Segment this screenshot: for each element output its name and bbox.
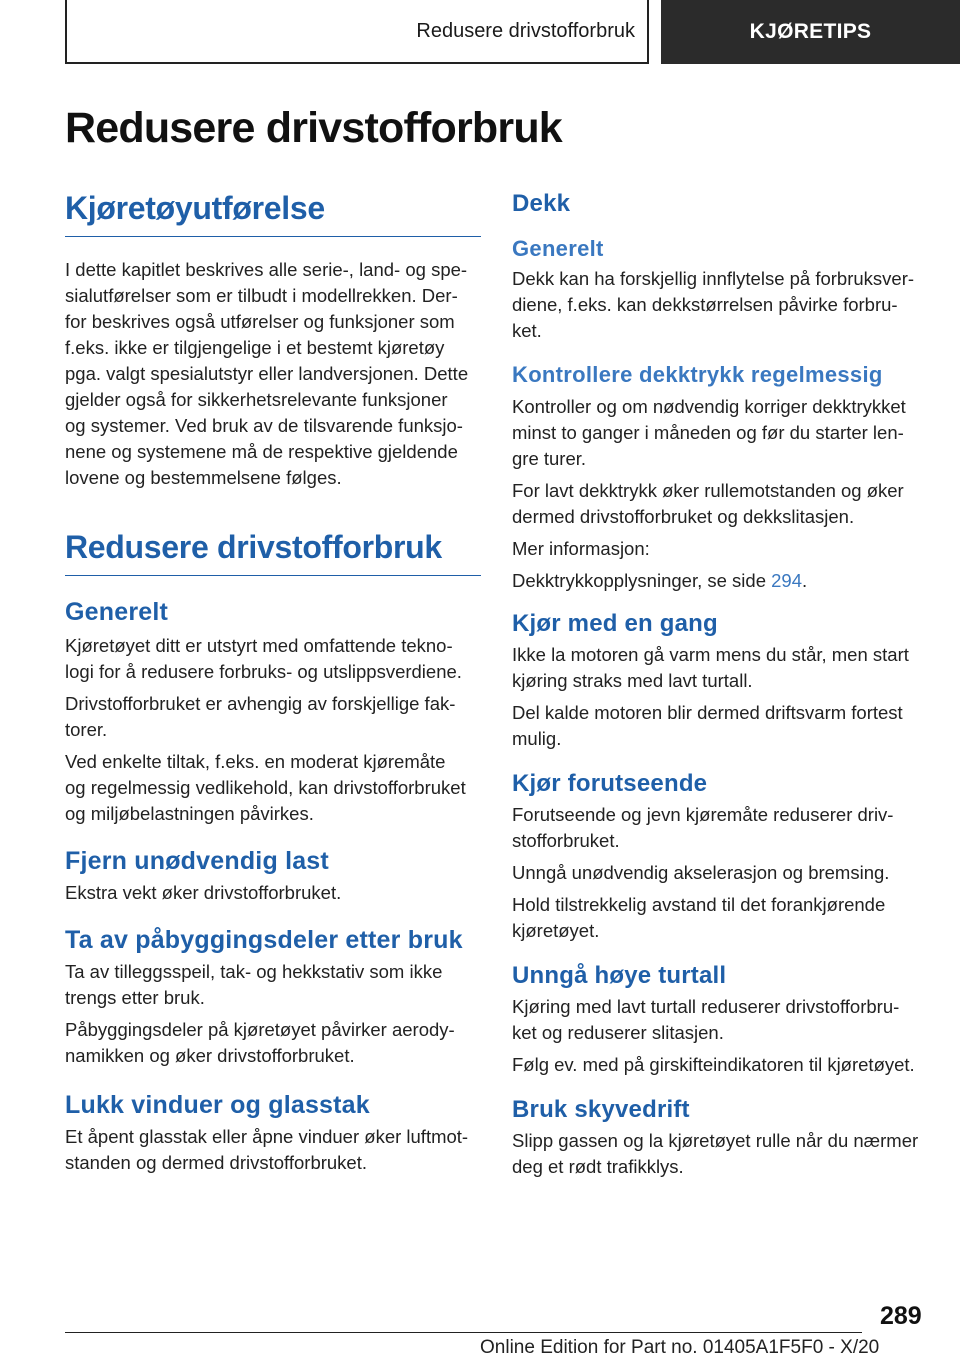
tyres-general-heading: Generelt (512, 236, 604, 261)
general-paragraph-1: Kjøretøyet ditt er utstyrt med omfattende tekno- logi for å redusere forbruks- og utslippsverdiene. (65, 635, 462, 682)
tyre-pressure-reference: Dekktrykkopplysninger, se side 294. (512, 570, 808, 591)
coasting-paragraph: Slipp gassen og la kjøretøyet rulle når du nærmer deg et rødt trafikklys. (512, 1130, 919, 1177)
remove-parts-paragraph-2: Påbyggingsdeler på kjøretøyet påvirker aerody- namikken og øker drivstofforbruket. (65, 1019, 455, 1066)
header-section-box (65, 0, 649, 64)
high-revs-paragraph-1: Kjøring med lavt turtall reduserer drivstofforbru- ket og reduserer slitasjen. (512, 996, 900, 1043)
chapter-tab-label: KJØRETIPS (749, 20, 872, 43)
anticipate-heading: Kjør forutseende (512, 770, 708, 797)
anticipate-paragraph-3: Hold tilstrekkelig avstand til det forankjørende kjøretøyet. (512, 894, 886, 941)
vehicle-paragraph: I dette kapitlet beskrives alle serie-, land- og spe- sialutførelser som er tilbudt i modellrekken. Der- for beskrives også utførelser og funksjoner som f.eks. ikke er tilgjengelige i et bestemt kjøretøy pga. valgt spesialutstyr eller landversjonen. Dette gjelder også for sikkerhetsrelevante funksjoner og systemer. Ved bruk av de tilsvarende funksjo- nene og systemene må de respektive gjeldende lovene og bestemmelsene følges. (65, 259, 469, 488)
header-section-label: Redusere drivstofforbruk (416, 19, 635, 42)
close-windows-paragraph: Et åpent glasstak eller åpne vinduer øker luftmot- standen og dermed drivstofforbruket. (65, 1126, 469, 1173)
tyres-heading: Dekk (512, 190, 571, 217)
footer-edition: Online Edition for Part no. 01405A1F5F0 - X/20 (480, 1337, 880, 1358)
high-revs-heading: Unngå høye turtall (512, 962, 727, 989)
remove-parts-heading: Ta av påbyggingsdeler etter bruk (65, 926, 463, 954)
close-windows-heading: Lukk vinduer og glasstak (65, 1091, 370, 1119)
tyre-pressure-paragraph-2: For lavt dekktrykk øker rullemotstanden og øker dermed drivstofforbruket og dekkslitasjen. (512, 480, 904, 527)
high-revs-paragraph-2: Følg ev. med på girskifteindikatoren til kjøretøyet. (512, 1054, 915, 1075)
left-column (65, 190, 481, 1176)
page-title: Redusere drivstofforbruk (65, 104, 562, 152)
remove-parts-paragraph-1: Ta av tilleggsspeil, tak- og hekkstativ som ikke trengs etter bruk. (65, 961, 443, 1008)
anticipate-paragraph-2: Unngå unødvendig akselerasjon og bremsing. (512, 862, 890, 883)
chapter-tab[interactable] (661, 0, 960, 64)
drive-off-paragraph-2: Del kalde motoren blir dermed driftsvarm fortest mulig. (512, 702, 903, 749)
coasting-heading: Bruk skyvedrift (512, 1096, 690, 1123)
general-heading: Generelt (65, 598, 169, 626)
general-paragraph-3: Ved enkelte tiltak, f.eks. en moderat kjøremåte og regelmessig vedlikehold, kan drivstofforbruket og miljøbelastningen påvirkes. (65, 751, 466, 824)
remove-load-paragraph: Ekstra vekt øker drivstofforbruket. (65, 882, 342, 903)
drive-off-heading: Kjør med en gang (512, 610, 718, 637)
drive-off-paragraph-1: Ikke la motoren gå varm mens du står, men start kjøring straks med lavt turtall. (512, 644, 909, 691)
tyre-pressure-paragraph-1: Kontroller og om nødvendig korriger dekktrykket minst to ganger i måneden og før du starter len- gre turer. (512, 396, 906, 469)
remove-load-heading: Fjern unødvendig last (65, 847, 329, 875)
right-column (512, 190, 930, 1180)
page-number: 289 (880, 1302, 922, 1330)
anticipate-paragraph-1: Forutseende og jevn kjøremåte reduserer driv- stofforbruket. (512, 804, 894, 851)
footer-divider (65, 1332, 862, 1333)
tyres-general-paragraph: Dekk kan ha forskjellig innflytelse på forbruksver- diene, f.eks. kan dekkstørrelsen påvirke forbru- ket. (512, 268, 915, 341)
reduce-heading: Redusere drivstofforbruk (65, 529, 481, 576)
tyre-pressure-paragraph-3: Mer informasjon: (512, 538, 650, 559)
vehicle-heading: Kjøretøyutførelse (65, 190, 481, 237)
general-paragraph-2: Drivstofforbruket er avhengig av forskjellige fak- torer. (65, 693, 456, 740)
tyre-pressure-heading: Kontrollere dekktrykk regelmessig (512, 362, 883, 387)
page-link-294[interactable]: 294 (771, 570, 802, 591)
